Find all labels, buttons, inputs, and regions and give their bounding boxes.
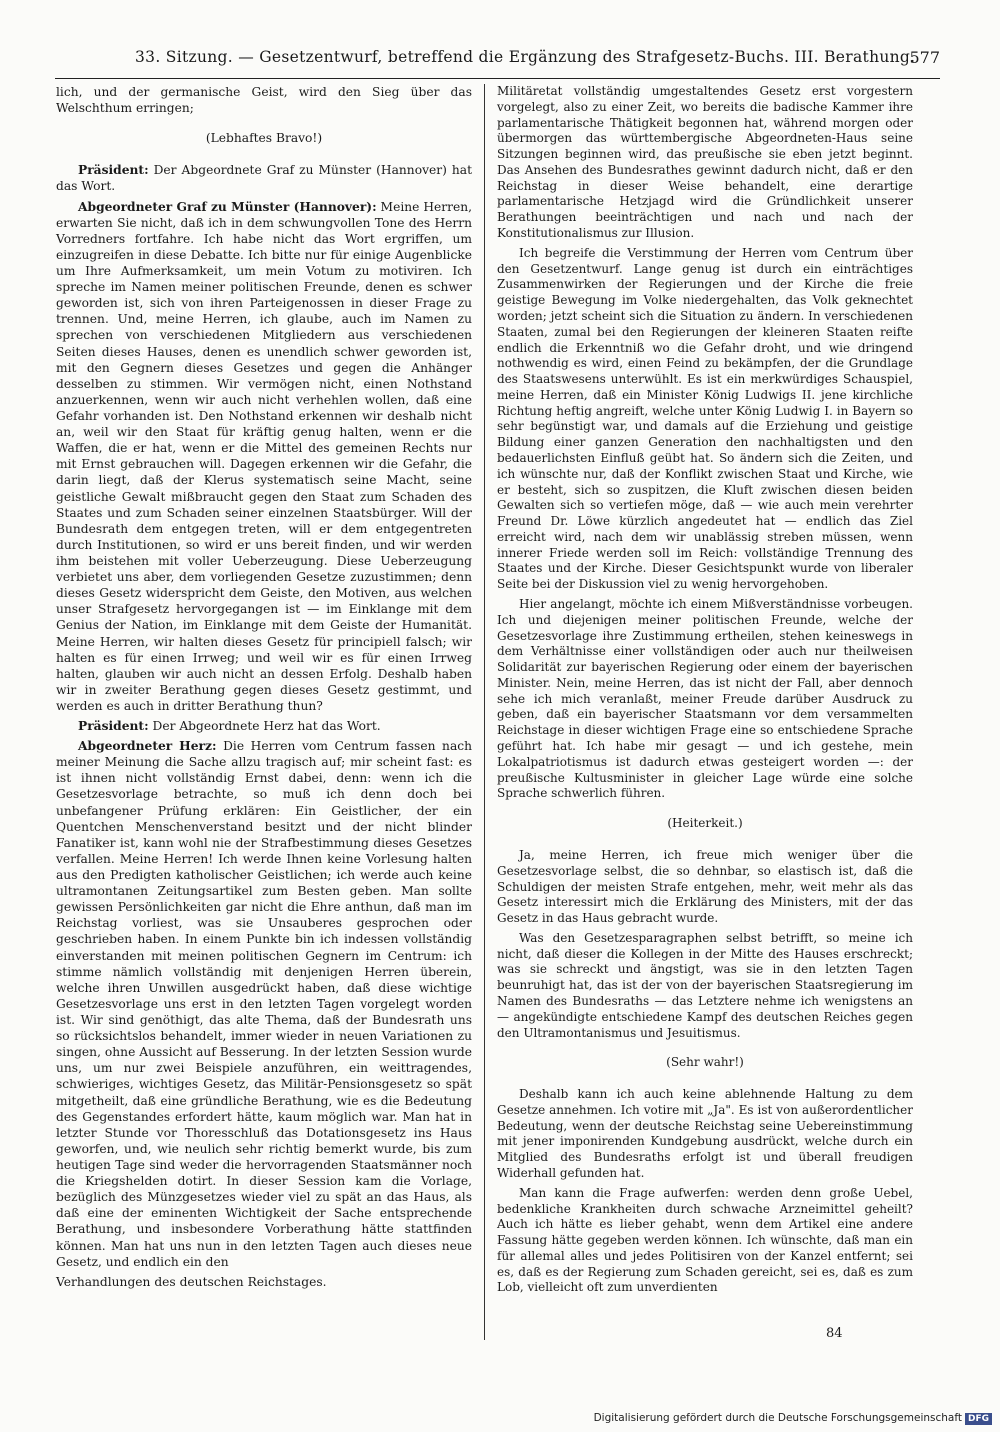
speaker-name: Abgeordneter Graf zu Münster (Hannover): xyxy=(78,198,377,214)
header-rule xyxy=(55,78,940,79)
running-header xyxy=(55,42,940,72)
interjection: (Lebhaftes Bravo!) xyxy=(205,131,323,146)
dfg-logo: DFG xyxy=(965,1413,992,1425)
page-number: 577 xyxy=(909,48,940,67)
footer-text: Digitalisierung gefördert durch die Deutsche Forschungsgemeinschaft xyxy=(593,1412,962,1424)
header-title: 33. Sitzung. — Gesetzentwurf, betreffend die Ergänzung des Strafgesetz-Buchs. III. Berathung. xyxy=(135,48,916,66)
text-paragraph: Was den Gesetzesparagraphen selbst betrifft, so meine ich nicht, daß dieser die Kollegen in der Mitte des Hauses erschreckt; was sie schreckt und ängstigt, was sie in den letzten Tagen beunruhigt hat, das ist der von der bayerischen Staatsregierung im Namen des Bundesraths — das Letztere nehme ich wenigstens an — angekündigte entschiedene Kampf des deutschen Reiches gegen den Ultramontanismus und Jesuitismus. xyxy=(497,930,913,1040)
speech-text: Meine Herren, erwarten Sie nicht, daß ich in dem schwungvollen Tone des Herrn Vorredners fortfahre. Ich habe nicht das Wort ergriffen, um einzugreifen in diese Debatte. Ich bitte nur für einige Augenblicke um Ihre Aufmerksamkeit, um mein Votum zu motiviren. Ich spreche im Namen meiner politischen Freunde, denen es schwer geworden ist, sich von ihren Parteigenossen in dieser Frage zu trennen. Und, meine Herren, ich glaube, auch im Namen zu sprechen von verschiedenen Mitgliedern aus verschiedenen Seiten dieses Hauses, denen es unendlich schwer geworden ist, mit den Gegnern dieses Gesetzes und gegen die Anhänger desselben zu stimmen. Wir vermögen nicht, einen Nothstand anzuerkennen, wenn wir auch nicht verhehlen wollen, daß eine Gefahr vorhanden ist. Den Nothstand erkennen wir deshalb nicht an, weil wir den Staat für kräftig genug halten, wenn er die Waffen, die er hat, wenn er die Mittel des gemeinen Rechts nur mit Ernst gebrauchen will. Dagegen erkennen wir die Gefahr, die darin liegt, daß der Klerus systematisch seine Macht, seine geistliche Gewalt mißbraucht gegen den Staat zum Schaden des Staates und zum Schaden seiner einzelnen Staatsbürger. Will der Bundesrath dem entgegen treten, will er dem entgegentreten durch Institutionen, so wird er uns bereit finden, und wir werden ihm beistehen mit voller Ueberzeugung. Diese Ueberzeugung verbietet uns aber, dem vorliegenden Gesetze zuzustimmen; denn dieses Gesetz widerspricht dem Geiste, den Motiven, aus welchen unser Strafgesetz hervorgegangen ist — im Einklange mit dem Genius der Nation, im Einklange mit dem Geiste der Humanität. Meine Herren, wir halten dieses Gesetz für principiell falsch; wir halten es für einen Irrweg; und weil wir es für einen Irrweg halten, glauben wir auch nicht an dessen Erfolg. Deshalb haben wir in zweiter Berathung gegen dieses Gesetz gestimmt, und werden es auch in dritter Berathung thun? xyxy=(56,199,472,713)
speech-paragraph xyxy=(56,738,472,1270)
interjection: (Heiterkeit.) xyxy=(667,816,743,831)
speech-paragraph xyxy=(56,162,472,194)
text-paragraph: Man kann die Frage aufwerfen: werden denn große Uebel, bedenkliche Krankheiten durch schwache Arzneimittel geheilt? Auch ich hätte es lieber gehabt, wenn dem Artikel eine andere Fassung hätte gegeben werden können. Ich wünschte, daß man ein für allemal alles und jedes Politisiren von der Kanzel entfernt; sei es, daß es der Regierung zum Schaden gereicht, sei es, daß es zum Lob, vielleicht oft zum unverdienten xyxy=(497,1185,913,1295)
footer-credit xyxy=(594,1412,992,1425)
text-paragraph: Deshalb kann ich auch keine ablehnende Haltung zu dem Gesetze annehmen. Ich votire mit „Ja". Es ist von außerordentlicher Bedeutung, wenn der deutsche Reichstag seine Uebereinstimmung mit jener imponirenden Kundgebung ausdrückt, welche durch ein Mitglied des Bundesraths erfolgt ist und überall freudigen Widerhall gefunden hat. xyxy=(497,1087,913,1180)
speaker-name: Abgeordneter Herz: xyxy=(78,738,217,754)
speech-text: Die Herren vom Centrum fassen nach meiner Meinung die Sache allzu tragisch auf; mir scheint fast: es ist ihnen nicht vollständig Ernst dabei, denn: wenn ich die Gesetzesvorlage betrachte, so muß ich denn doch bei unbefangener Prüfung erklären: Ein Geistlicher, der ein Quentchen Menschenverstand besitzt und der nicht blinder Fanatiker ist, kann wohl nie der Strafbestimmung dieses Gesetzes verfallen. Meine Herren! Ich werde Ihnen keine Vorlesung halten aus den Predigten katholischer Geistlichen; ich werde auch keine ultramontanen Zeitungsartikel zum Besten geben. Man sollte gewissen Persönlichkeiten gar nicht die Ehre anthun, daß man im Reichstag vorliest, was sie Unsauberes gesprochen oder geschrieben haben. In einem Punkte bin ich indessen vollständig einverstanden mit meinen politischen Gegnern im Centrum: ich stimme nämlich vollständig mit denjenigen Herren überein, welche ihren Unwillen ausgedrückt haben, daß diese wichtige Gesetzesvorlage uns erst in den letzten Tagen vorgelegt worden ist. Wir sind genöthigt, das alte Thema, daß der Bundesrath uns so rücksichtslos behandelt, immer wieder in neuen Variationen zu singen, ohne Aussicht auf Besserung. In der letzten Session wurde uns, um nur zwei Beispiele anzuführen, ein weittragendes, schwieriges, wichtiges Gesetz, das Militär-Pensionsgesetz so spät mitgetheilt, daß eine gründliche Berathung, wie es die Bedeutung des Gegenstandes erfordert hätte, kaum möglich war. Man hat in letzter Stunde vor Thoresschluß das Dotationsgesetz ins Haus geworfen, und, wie neulich sehr richtig bemerkt wurde, bis zum heutigen Tage sind weder die hervorragenden Staatsmänner noch die Kriegshelden dotirt. In dieser Session kam die Vorlage, bezüglich des Münzgesetzes wieder viel zu spät an das Haus, als daß eine der eminenten Wichtigkeit der Sache entsprechende Berathung, und insbesondere Vorberathung hätte stattfinden können. Man hat uns nun in den letzten Tagen auch dieses neue Gesetz, und endlich ein den xyxy=(56,739,473,1269)
text-paragraph: Ja, meine Herren, ich freue mich weniger über die Gesetzesvorlage selbst, die so dehnbar, so elastisch ist, daß die Schuldigen der meisten Strafe entgehen, mehr, weit mehr als das Gesetz interessirt mich die Erklärung des Ministers, mit der das Gesetz in das Haus gebracht wurde. xyxy=(497,847,913,926)
left-column xyxy=(56,84,472,1294)
text-paragraph: Verhandlungen des deutschen Reichstages. xyxy=(56,1274,327,1289)
text-paragraph: lich, und der germanische Geist, wird den Sieg über das Welschthum erringen; xyxy=(56,85,472,116)
sheet-number: 84 xyxy=(826,1326,843,1341)
speech-paragraph xyxy=(56,718,472,734)
text-paragraph: Ich begreife die Verstimmung der Herren vom Centrum über den Gesetzentwurf. Lange genug ist durch ein einträchtiges Zusammenwirken der Regierungen und der Kirche die freie geistige Bewegung im Volke niedergehalten, das Volk geknechtet worden; jetzt scheint sich die Situation zu ändern. In verschiedenen Staaten, zumal bei den Regierungen der kleineren Staaten reifte endlich die Erkenntniß wo die Gefahr droht, und wie dringend nothwendig es wird, einen Feind zu bekämpfen, der die Grundlage des Staatswesens unterwühlt. Es ist ein merkwürdiges Schauspiel, meine Herren, daß ein Minister König Ludwigs II. jene kirchliche Richtung heftig angreift, welche unter König Ludwig I. in Bayern so sehr begünstigt war, und damals auf die Erziehung und geistige Bildung einer ganzen Generation den nachhaltigsten und den bedauerlichsten Einfluß geübt hat. So ändern sich die Zeiten, und ich wünschte nur, daß der Konflikt zwischen Staat und Kirche, wie er besteht, sich so zuspitzen, die Kluft zwischen diesen beiden Gewalten sich so vertiefen möge, daß — wie auch mein verehrter Freund Dr. Löwe kürzlich angedeutet hat — endlich das Ziel erreicht wird, nach dem wir unablässig streben müssen, wenn innerer Friede werden soll im Reich: vollständige Trennung des Staates und der Kirche. Dieser Gesichtspunkt wurde von liberaler Seite bei der Diskussion viel zu wenig hervorgehoben. xyxy=(497,245,913,592)
interjection: (Sehr wahr!) xyxy=(666,1055,744,1070)
speaker-name: Präsident: xyxy=(78,718,149,734)
speech-text: Der Abgeordnete Herz hat das Wort. xyxy=(148,719,381,734)
column-divider xyxy=(484,84,485,1340)
speaker-name: Präsident: xyxy=(78,162,149,178)
speech-text: Der Abgeordnete Graf zu Münster (Hannover) hat das Wort. xyxy=(56,163,472,194)
right-column xyxy=(497,84,913,1300)
text-paragraph: Hier angelangt, möchte ich einem Mißverständnisse vorbeugen. Ich und diejenigen meiner politischen Freunde, welche der Gesetzesvorlage ihre Zustimmung ertheilen, stehen keineswegs in dem Verhältnisse einer vollständigen oder auch nur theilweisen Solidarität zur bayerischen Regierung oder einem der bayerischen Minister. Nein, meine Herren, das ist nicht der Fall, aber dennoch sehe ich mich veranlaßt, meiner Freude darüber Ausdruck zu geben, daß ein bayerischer Staatsmann vor dem versammelten Reichstage in dieser wichtigen Frage eine so entschiedene Sprache geführt hat. Ich habe mir gesagt — und ich gestehe, mein Lokalpatriotismus ist dadurch etwas gesteigert worden —: der preußische Kultusminister in gleicher Lage würde eine solche Sprache schwerlich führen. xyxy=(497,597,913,801)
text-paragraph: Militäretat vollständig umgestaltendes Gesetz erst vorgestern vorgelegt, also zu einer Zeit, wo bereits die badische Kammer ihre parlamentarische Thätigkeit begonnen hat, während morgen oder übermorgen das württembergische Abgeordneten-Haus seine Sitzungen beginnen wird, das preußische sie eben jetzt beginnt. Das Ansehen des Bundesrathes gewinnt dadurch nicht, daß er den Reichstag in dieser Weise behandelt, eine derartige parlamentarische Hetzjagd wird die Gründlichkeit unserer Berathungen beeinträchtigen und nach und nach der Konstitutionalismus zur Illusion. xyxy=(497,84,913,241)
speech-paragraph xyxy=(56,199,472,715)
